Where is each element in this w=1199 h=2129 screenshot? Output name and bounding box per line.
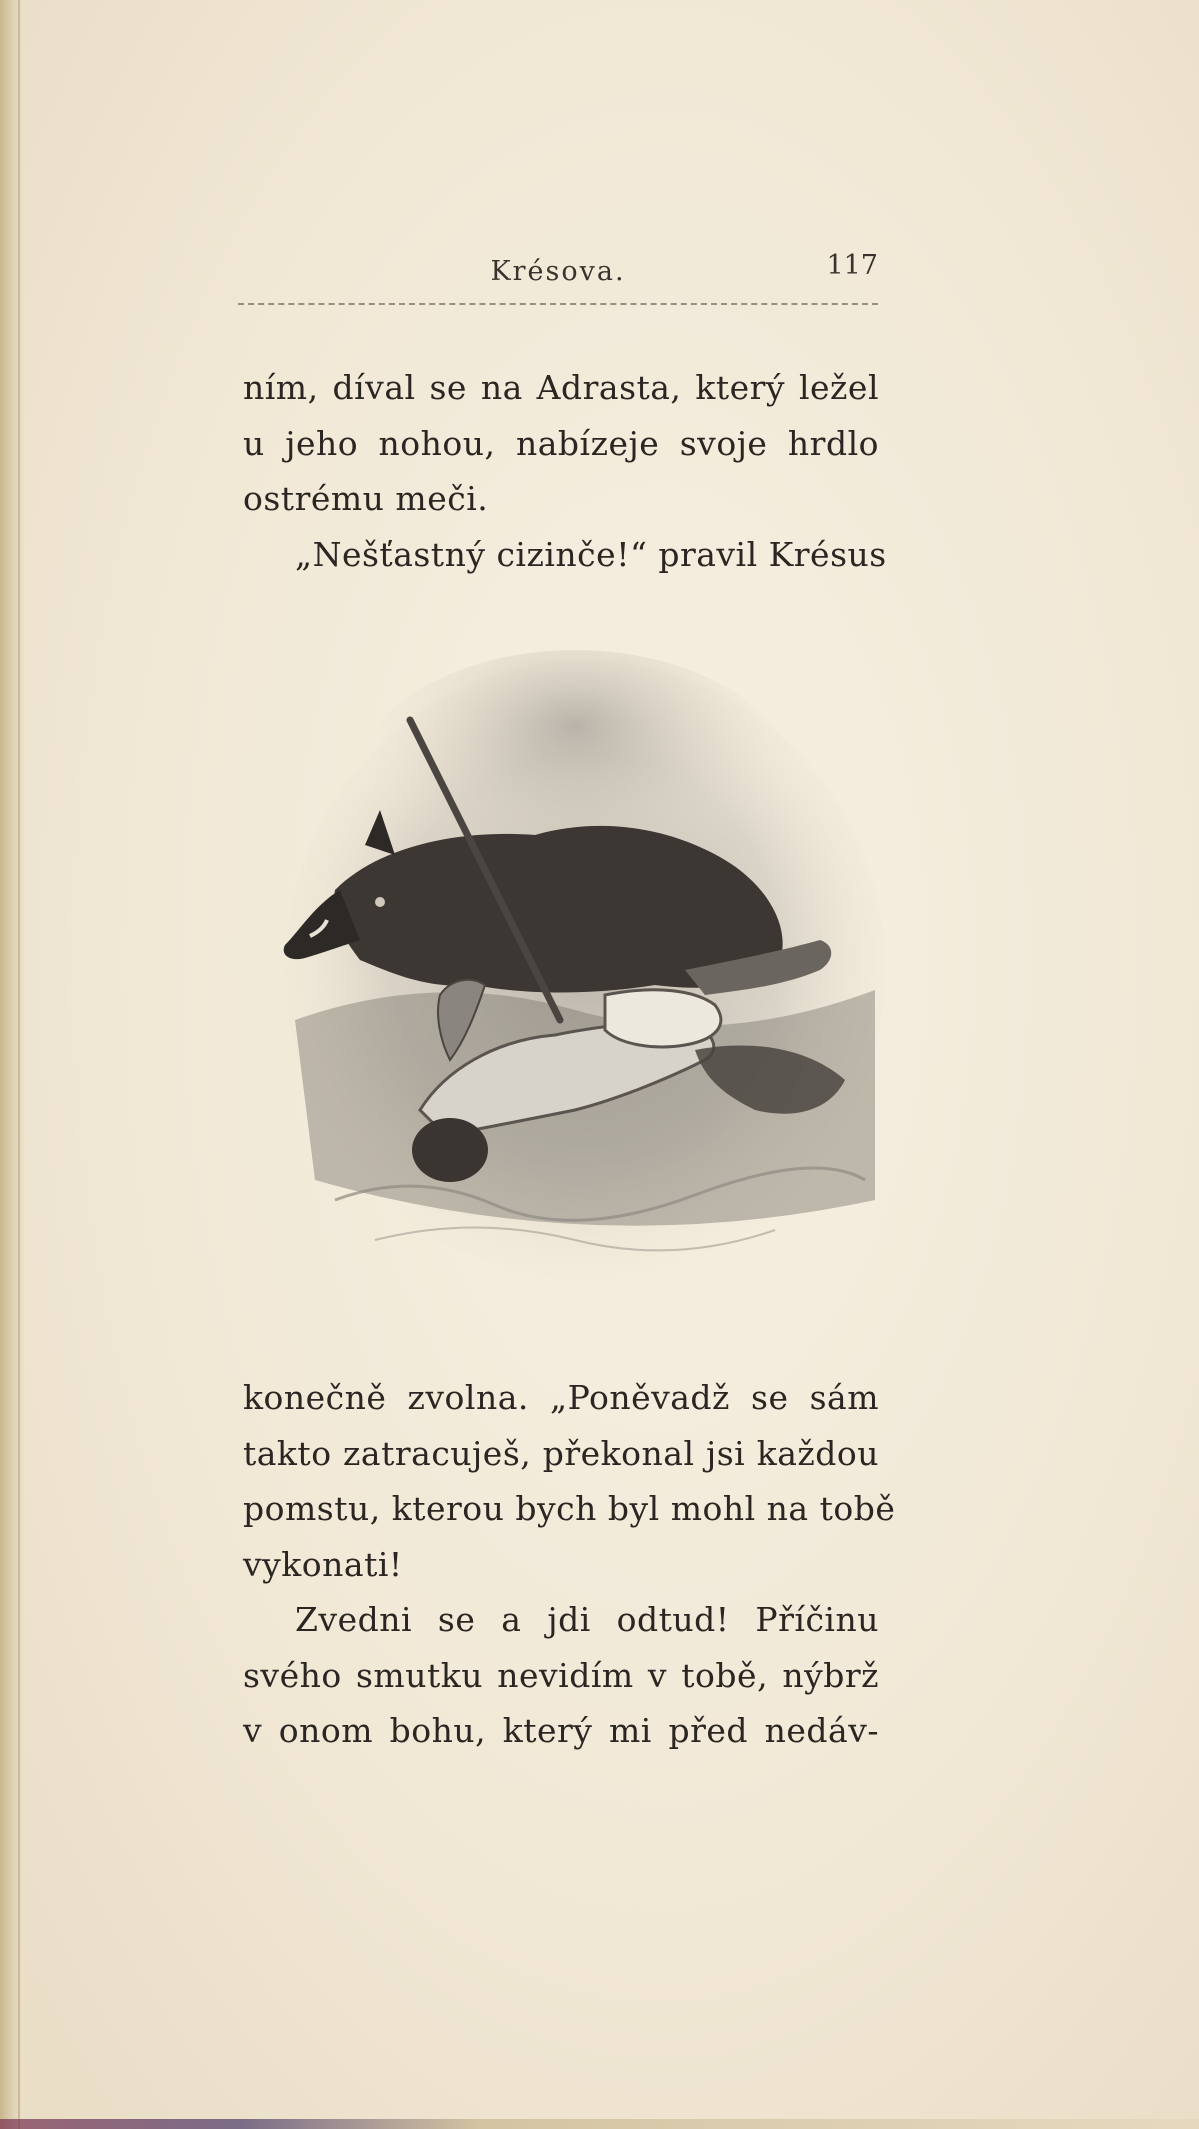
text-line: „Nešťastný cizinče!“ pravil Krésus [295, 534, 887, 574]
text-line: takto zatracuješ, překonal jsi každou [243, 1433, 879, 1473]
text-line: u jeho nohou, nabízeje svoje hrdlo [243, 423, 879, 463]
text-line: Zvedni se a jdi odtud! Příčinu [295, 1600, 879, 1639]
text-line: ním, díval se na Adrasta, který ležel [243, 368, 879, 407]
hunter-tunic [605, 990, 721, 1047]
boar-hunt-illustration [275, 640, 895, 1280]
text-line: ostrému meči. [243, 479, 489, 518]
boar-eye [375, 897, 385, 907]
text-block-bottom [243, 1370, 896, 1759]
text-line: konečně zvolna. „Poněvadž se sám [243, 1378, 879, 1417]
page-number: 117 [826, 250, 878, 281]
text-line: v onom bohu, který mi před nedáv- [243, 1711, 879, 1750]
text-line: pomstu, kterou bych byl mohl na tobě [243, 1489, 896, 1528]
spine-gutter-line [18, 0, 20, 2129]
header-rule [238, 303, 878, 305]
hunter-head [412, 1118, 488, 1182]
book-spine-shadow [0, 0, 24, 2129]
text-block-top [243, 360, 887, 582]
page-bottom-edge [0, 2119, 1199, 2129]
text-line: vykonati! [243, 1544, 403, 1584]
running-head [238, 250, 878, 290]
running-title: Krésova. [490, 256, 626, 287]
text-line: svého smutku nevidím v tobě, nýbrž [243, 1655, 879, 1695]
